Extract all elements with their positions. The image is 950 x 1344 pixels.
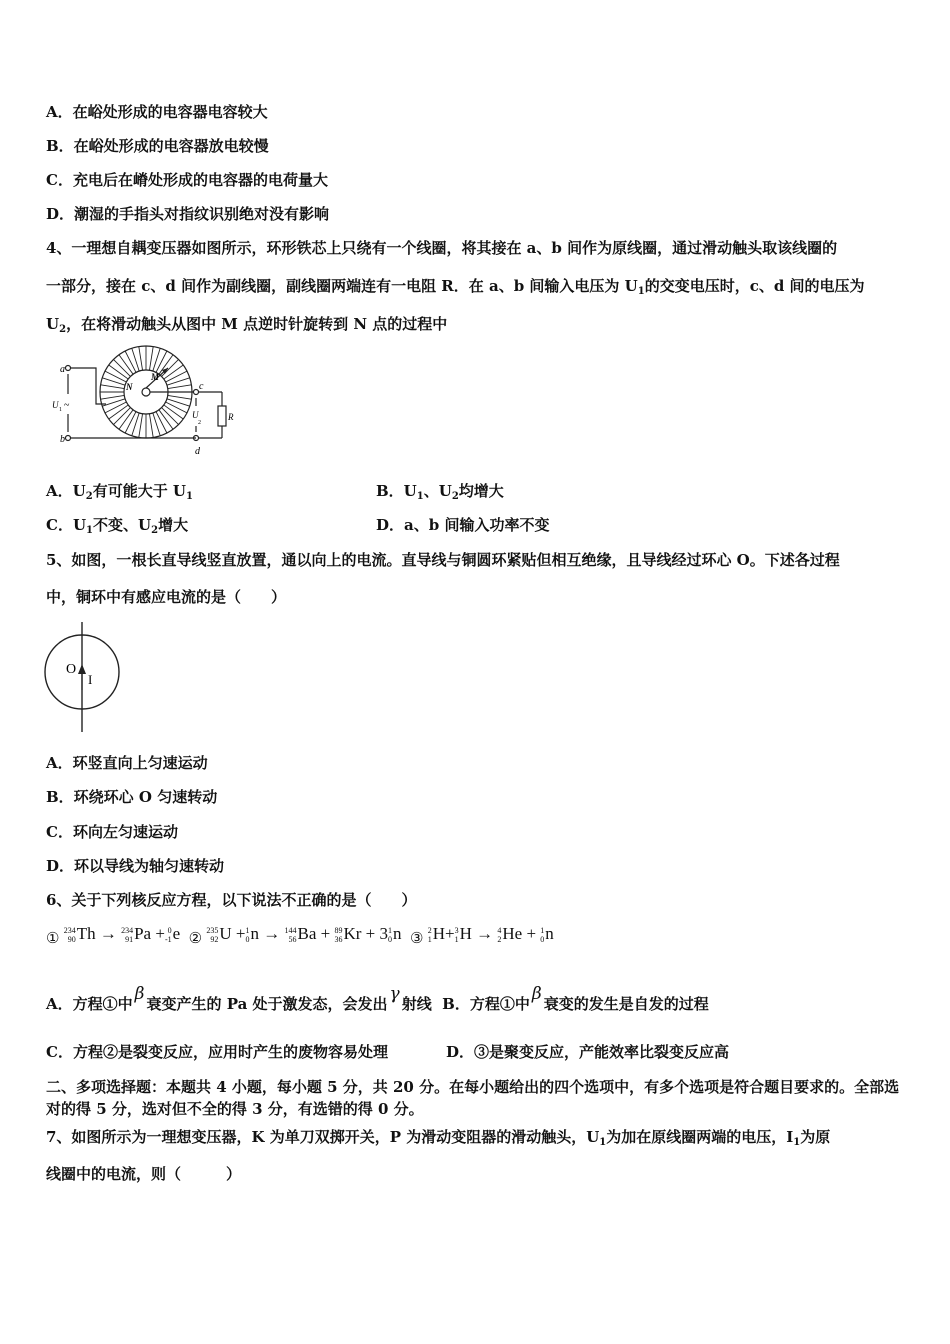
winding-turn [105, 402, 126, 413]
q6-options-ab [46, 984, 709, 1014]
winding-turn [113, 359, 130, 376]
winding-turn [166, 371, 187, 382]
winding-turn [167, 378, 190, 385]
svg-text:1: 1 [59, 407, 62, 413]
winding-turn [168, 395, 192, 399]
winding-turn [164, 405, 183, 419]
winding-turn [149, 347, 153, 371]
q4-stem-line1: 4、一理想自耦变压器如图所示，环形铁芯上只绕有一个线圈，将其接在 a、b 间作为原线圈，通过滑动触头取该线圈的 [46, 239, 838, 257]
winding-turn [164, 365, 183, 379]
winding-turn [162, 359, 179, 376]
q4-stem-line2: 一部分，接在 c、d 间作为副线圈，副线圈两端连有一电阻 R．在 a、b 间输入电压为 $U_1$的交变电压时，c、d 间的电压为 [46, 277, 865, 297]
winding-turn [139, 414, 143, 438]
q5-option-d: D．环以导线为轴匀速转动 [46, 857, 225, 875]
winding-turn [167, 399, 190, 406]
svg-text:d: d [195, 446, 200, 457]
winding-turn [166, 402, 187, 413]
winding-turn [109, 405, 128, 419]
terminal-a [66, 366, 71, 371]
q6-stem: 6、关于下列核反应方程，以下说法不正确的是（ ） [46, 891, 417, 909]
q4-option-b: B．$U_1$、$U_2$均增大 [376, 482, 504, 502]
q6-option-c: C．方程②是裂变反应，应用时产生的废物容易处理 [46, 1043, 388, 1061]
winding-turn [101, 385, 125, 389]
winding-turn [105, 371, 126, 382]
q5-stem-line1: 5、如图，一根长直导线竖直放置，通以向上的电流。直导线与铜圆环紧贴但相互绝缘，且导线经过环心 O。下述各过程 [46, 551, 840, 569]
svg-text:2: 2 [198, 420, 201, 426]
svg-text:I: I [88, 672, 93, 687]
winding-turn [102, 378, 125, 385]
winding-turn [119, 410, 133, 429]
svg-text:c: c [199, 381, 204, 392]
q7-stem-line1: 7、如图所示为一理想变压器，K 为单刀双掷开关，P 为滑动变阻器的滑动触头，$U_1$为加在原线圈两端的电压，$I_1$为原 [46, 1128, 831, 1148]
q5-option-b: B．环绕环心 O 匀速转动 [46, 788, 218, 806]
winding-turn [153, 413, 160, 436]
nuclear-equations: ① 234 90 Th → 234 91 Pa + 0 -1 e ② 235 92 U + 1 0 n → 144 56 Ba + 89 36 Kr + 3 1 0 n ③ 2 1 H+ 3 1 H → 4 2 He + 1 0 n [46, 924, 554, 947]
svg-text:a: a [60, 364, 65, 375]
q5-stem-line2: 中，铜环中有感应电流的是（ ） [46, 588, 287, 606]
svg-text:~: ~ [64, 400, 70, 411]
winding-turn [168, 385, 192, 389]
q6-option-b: B．方程①中 β 衰变的发生是自发的过程 [442, 984, 709, 1013]
q6-option-a: A．方程①中 β 衰变产生的 Pa 处于激发态，会发出 γ 射线 [46, 984, 432, 1013]
q6-option-d: D．③是聚变反应，产能效率比裂变反应高 [446, 1043, 730, 1061]
terminal-c [194, 390, 199, 395]
section2-instructions: 二、多项选择题：本题共 4 小题，每小题 5 分，共 20 分。在每小题给出的四个选项中，有多个选项是符合题目要求的。全部选对的得 5 分，选对但不全的得 3 分，有选错的得 0 分。 [46, 1078, 900, 1118]
winding-turn [125, 412, 136, 433]
winding-turn [119, 355, 133, 374]
q3-option-b: B．在峪处形成的电容器放电较慢 [46, 137, 269, 155]
q5-option-a: A．环竖直向上匀速运动 [46, 754, 208, 772]
q4-option-c: C．$U_1$不变、$U_2$增大 [46, 516, 189, 536]
winding-turn [101, 395, 125, 399]
winding-turn [132, 413, 139, 436]
q3-option-a: A．在峪处形成的电容器电容较大 [46, 103, 268, 121]
winding-turn [162, 408, 179, 425]
winding-turn [149, 414, 153, 438]
winding-turn [139, 347, 143, 371]
winding-turn [159, 410, 173, 429]
q4-option-d: D．a、b 间输入功率不变 [376, 516, 550, 534]
winding-turn [153, 348, 160, 371]
winding-turn [109, 365, 128, 379]
svg-text:N: N [126, 382, 133, 392]
winding-turn [125, 351, 136, 372]
svg-text:O: O [66, 662, 77, 677]
q3-option-c: C．充电后在嵴处形成的电容器的电荷量大 [46, 171, 328, 189]
winding-turn [113, 408, 130, 425]
winding-turn [102, 399, 125, 406]
wire-ring-figure [40, 620, 130, 740]
q3-option-d: D．潮湿的手指头对指纹识别绝对没有影响 [46, 205, 330, 223]
q7-stem-line2: 线圈中的电流，则（ ） [46, 1165, 242, 1183]
q4-stem-line3: $U_2$，在将滑动触头从图中 M 点逆时针旋转到 N 点的过程中 [46, 315, 448, 335]
q5-option-c: C．环向左匀速运动 [46, 823, 178, 841]
q4-option-a: A．$U_2$有可能大于 $U_1$ [46, 482, 193, 502]
terminal-b [66, 436, 71, 441]
resistor-r [218, 406, 226, 426]
autotransformer-figure [46, 342, 246, 457]
svg-text:M: M [151, 372, 160, 382]
winding-turn [132, 348, 139, 371]
svg-text:U: U [52, 400, 59, 410]
svg-text:R: R [228, 412, 234, 422]
svg-text:U: U [192, 410, 199, 420]
svg-text:b: b [60, 434, 65, 445]
winding-turn [156, 412, 167, 433]
